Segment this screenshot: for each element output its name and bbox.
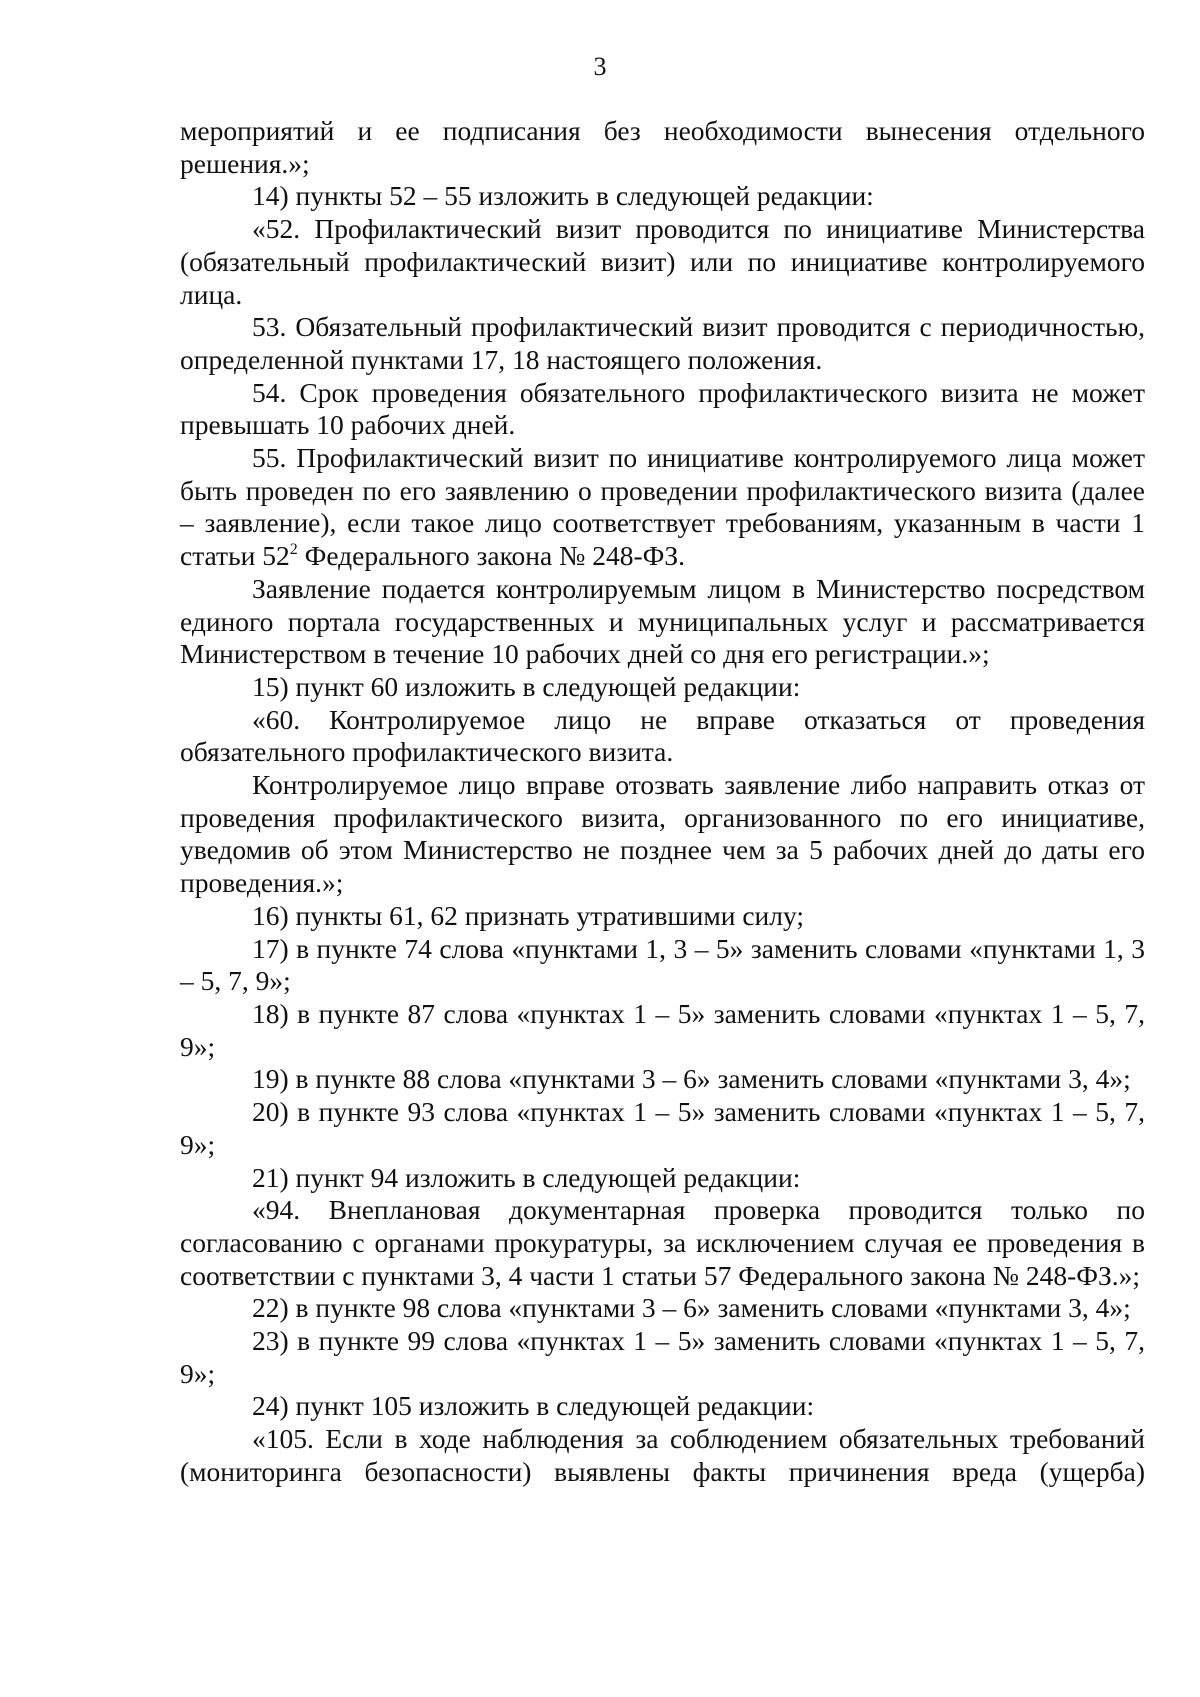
paragraph: 22) в пункте 98 слова «пунктами 3 – 6» заменить словами «пунктами 3, 4»; bbox=[252, 1292, 1131, 1324]
paragraph: «105. Если в ходе наблюдения за соблюдением обязательных требований (мониторинга безопасности) выявлены факты причинения вреда (ущерба) bbox=[180, 1423, 1145, 1487]
paragraph bbox=[180, 442, 1145, 573]
paragraph: 17) в пункте 74 слова «пунктами 1, 3 – 5» заменить словами «пунктами 1, 3 – 5, 7, 9»; bbox=[180, 932, 1145, 997]
paragraph-text: 55. Профилактический визит по инициативе контролируемого лица может быть проведен по его заявлению о проведении профилактического визита (далее – заявление), если такое лицо соответствует требованиям, указанным в части 1 статьи 52 bbox=[180, 442, 1145, 572]
paragraph: 54. Срок проведения обязательного профилактического визита не может превышать 10 рабочих дней. bbox=[180, 376, 1145, 441]
paragraph: 24) пункт 105 изложить в следующей редакции: bbox=[252, 1390, 815, 1422]
paragraph-text: Федерального закона № 248-ФЗ. bbox=[297, 540, 685, 572]
paragraph: «94. Внеплановая документарная проверка проводится только по согласованию с органами прокуратуры, за исключением случая ее проведения в соответствии с пунктами 3, 4 части 1 статьи 57 Федерального закона № 248-ФЗ.»; bbox=[180, 1194, 1145, 1291]
paragraph: мероприятий и ее подписания без необходимости вынесения отдельного решения.»; bbox=[180, 115, 1145, 179]
paragraph: 14) пункты 52 – 55 изложить в следующей редакции: bbox=[252, 180, 874, 212]
document-body bbox=[180, 115, 1145, 1489]
paragraph: «60. Контролируемое лицо не вправе отказаться от проведения обязательного профилактического визита. bbox=[180, 703, 1145, 768]
paragraph: 19) в пункте 88 слова «пунктами 3 – 6» заменить словами «пунктами 3, 4»; bbox=[252, 1063, 1131, 1095]
paragraph: 16) пункты 61, 62 признать утратившими силу; bbox=[252, 899, 805, 931]
paragraph: 20) в пункте 93 слова «пунктах 1 – 5» заменить словами «пунктах 1 – 5, 7, 9»; bbox=[180, 1096, 1145, 1160]
paragraph: Контролируемое лицо вправе отозвать заявление либо направить отказ от проведения профилактического визита, организованного по его инициативе, уведомив об этом Министерство не позднее чем за 5 рабочих дней до даты его проведения.»; bbox=[180, 769, 1145, 899]
paragraph: 53. Обязательный профилактический визит проводится с периодичностью, определенной пунктами 17, 18 настоящего положения. bbox=[180, 311, 1145, 375]
page-number: 3 bbox=[593, 52, 607, 81]
paragraph: 23) в пункте 99 слова «пунктах 1 – 5» заменить словами «пунктах 1 – 5, 7, 9»; bbox=[180, 1325, 1145, 1389]
superscript: 2 bbox=[289, 541, 298, 559]
paragraph: 21) пункт 94 изложить в следующей редакции: bbox=[252, 1161, 801, 1193]
paragraph: Заявление подается контролируемым лицом в Министерство посредством единого портала государственных и муниципальных услуг и рассматривается Министерством в течение 10 рабочих дней со дня его регистрации.»; bbox=[180, 572, 1145, 670]
paragraph: «52. Профилактический визит проводится по инициативе Министерства (обязательный профилактический визит) или по инициативе контролируемого лица. bbox=[180, 213, 1145, 310]
paragraph: 18) в пункте 87 слова «пунктах 1 – 5» заменить словами «пунктах 1 – 5, 7, 9»; bbox=[180, 997, 1145, 1062]
paragraph: 15) пункт 60 изложить в следующей редакции: bbox=[252, 670, 801, 702]
